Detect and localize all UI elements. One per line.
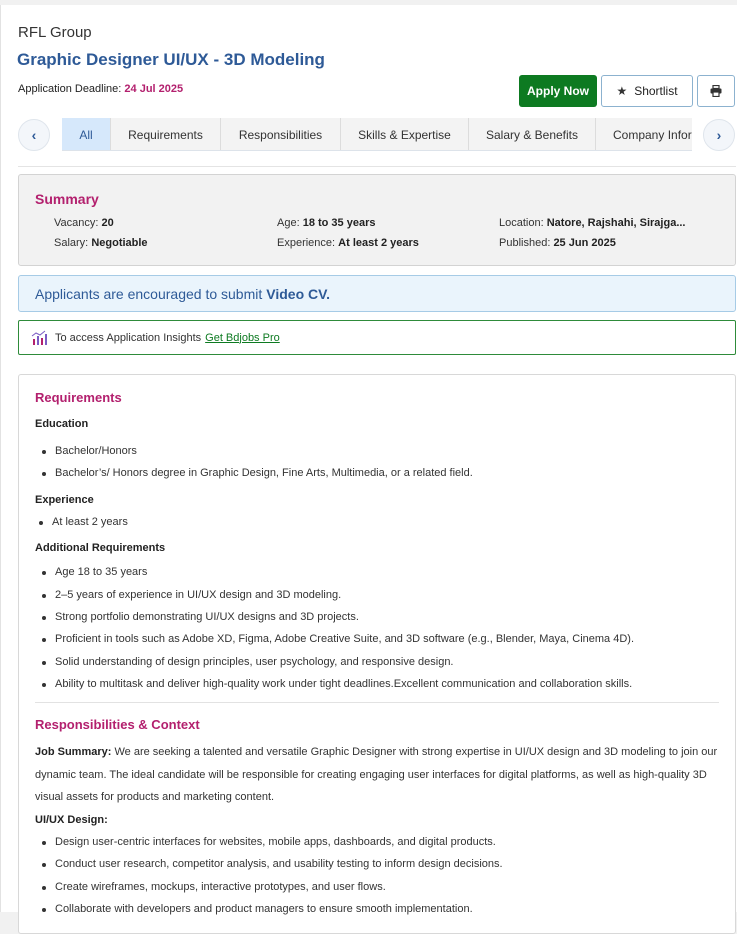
insights-text: To access Application Insights xyxy=(55,331,202,344)
tab-company-info[interactable]: Company Infor xyxy=(596,118,692,151)
job-content-panel xyxy=(18,374,736,934)
print-icon xyxy=(710,85,722,97)
tab-salary-benefits[interactable]: Salary & Benefits xyxy=(469,118,596,151)
list-item: Proficient in tools such as Adobe XD, Figma, Adobe Creative Suite, and 3D software (e.g., Blender, Maya, Cinema 4D). xyxy=(55,633,635,645)
tab-all[interactable]: All xyxy=(62,118,111,151)
shortlist-button[interactable] xyxy=(601,75,693,107)
job-summary-label: Job Summary: xyxy=(35,746,112,758)
tabs-scroll-right-button[interactable] xyxy=(703,119,735,151)
job-details-page xyxy=(0,5,737,915)
apply-now-button[interactable]: Apply Now xyxy=(519,75,597,107)
application-deadline xyxy=(18,83,183,95)
shortlist-label: Shortlist xyxy=(634,84,678,98)
list-item: Design user-centric interfaces for websites, mobile apps, dashboards, and digital products. xyxy=(55,836,496,848)
summary-box xyxy=(18,174,736,266)
list-item: Solid understanding of design principles, user psychology, and responsive design. xyxy=(55,656,454,668)
summary-published: Published: 25 Jun 2025 xyxy=(499,237,616,249)
additional-requirements-label: Additional Requirements xyxy=(35,542,166,554)
tab-strip xyxy=(62,118,692,151)
list-item: At least 2 years xyxy=(52,516,128,528)
star-icon: ★ xyxy=(616,84,628,98)
job-summary-text: We are seeking a talented and versatile Graphic Designer with strong expertise in UI/UX design and 3D modeling to join our dynamic team. The ideal candidate will be responsible for creating engaging user interfaces for digital platforms, as well as high-quality 3D visual assets for products and marketing content. xyxy=(35,746,718,803)
list-item: Collaborate with developers and product managers to ensure smooth implementation. xyxy=(55,903,473,915)
get-bdjobs-pro-link[interactable]: Get Bdjobs Pro xyxy=(205,331,280,344)
list-item: Conduct user research, competitor analysis, and usability testing to inform design decisions. xyxy=(55,858,503,870)
chevron-right-icon: › xyxy=(716,127,722,143)
video-cv-notice xyxy=(18,275,736,312)
section-divider xyxy=(35,702,719,703)
list-item: Strong portfolio demonstrating UI/UX designs and 3D projects. xyxy=(55,611,359,623)
summary-experience: Experience: At least 2 years xyxy=(277,237,419,249)
summary-location: Location: Natore, Rajshahi, Sirajga... xyxy=(499,217,686,229)
application-insights-banner xyxy=(18,320,736,355)
summary-vacancy: Vacancy: 20 xyxy=(54,217,114,229)
experience-label: Experience xyxy=(35,494,94,506)
section-tabs xyxy=(18,116,737,152)
requirements-title: Requirements xyxy=(35,390,122,405)
summary-salary: Salary: Negotiable xyxy=(54,237,148,249)
tab-responsibilities[interactable]: Responsibilities xyxy=(221,118,341,151)
insights-chart-icon xyxy=(31,330,49,346)
divider xyxy=(18,166,736,167)
list-item: Create wireframes, mockups, interactive prototypes, and user flows. xyxy=(55,881,386,893)
deadline-label: Application Deadline: xyxy=(18,83,122,95)
tabs-scroll-left-button[interactable] xyxy=(18,119,50,151)
video-cv-text: Applicants are encouraged to submit xyxy=(35,285,263,302)
summary-title: Summary xyxy=(35,191,99,207)
list-item: Bachelor’s/ Honors degree in Graphic Design, Fine Arts, Multimedia, or a related field. xyxy=(55,467,473,479)
job-title: Graphic Designer UI/UX - 3D Modeling xyxy=(17,50,325,69)
education-label: Education xyxy=(35,418,89,430)
job-summary xyxy=(35,741,725,809)
list-item: Age 18 to 35 years xyxy=(55,566,148,578)
list-item: Bachelor/Honors xyxy=(55,445,137,457)
responsibilities-title: Responsibilities & Context xyxy=(35,717,200,732)
company-name: RFL Group xyxy=(18,24,92,41)
print-button[interactable] xyxy=(697,75,735,107)
deadline-value: 24 Jul 2025 xyxy=(124,83,184,95)
tab-skills-expertise[interactable]: Skills & Expertise xyxy=(341,118,469,151)
chevron-left-icon: ‹ xyxy=(31,127,37,143)
tab-requirements[interactable]: Requirements xyxy=(111,118,221,151)
summary-age: Age: 18 to 35 years xyxy=(277,217,376,229)
video-cv-highlight: Video CV. xyxy=(266,285,331,302)
list-item: Ability to multitask and deliver high-quality work under tight deadlines.Excellent communication and collaboration skills. xyxy=(55,678,633,690)
list-item: 2–5 years of experience in UI/UX design and 3D modeling. xyxy=(55,589,342,601)
uiux-design-label: UI/UX Design: xyxy=(35,814,108,826)
